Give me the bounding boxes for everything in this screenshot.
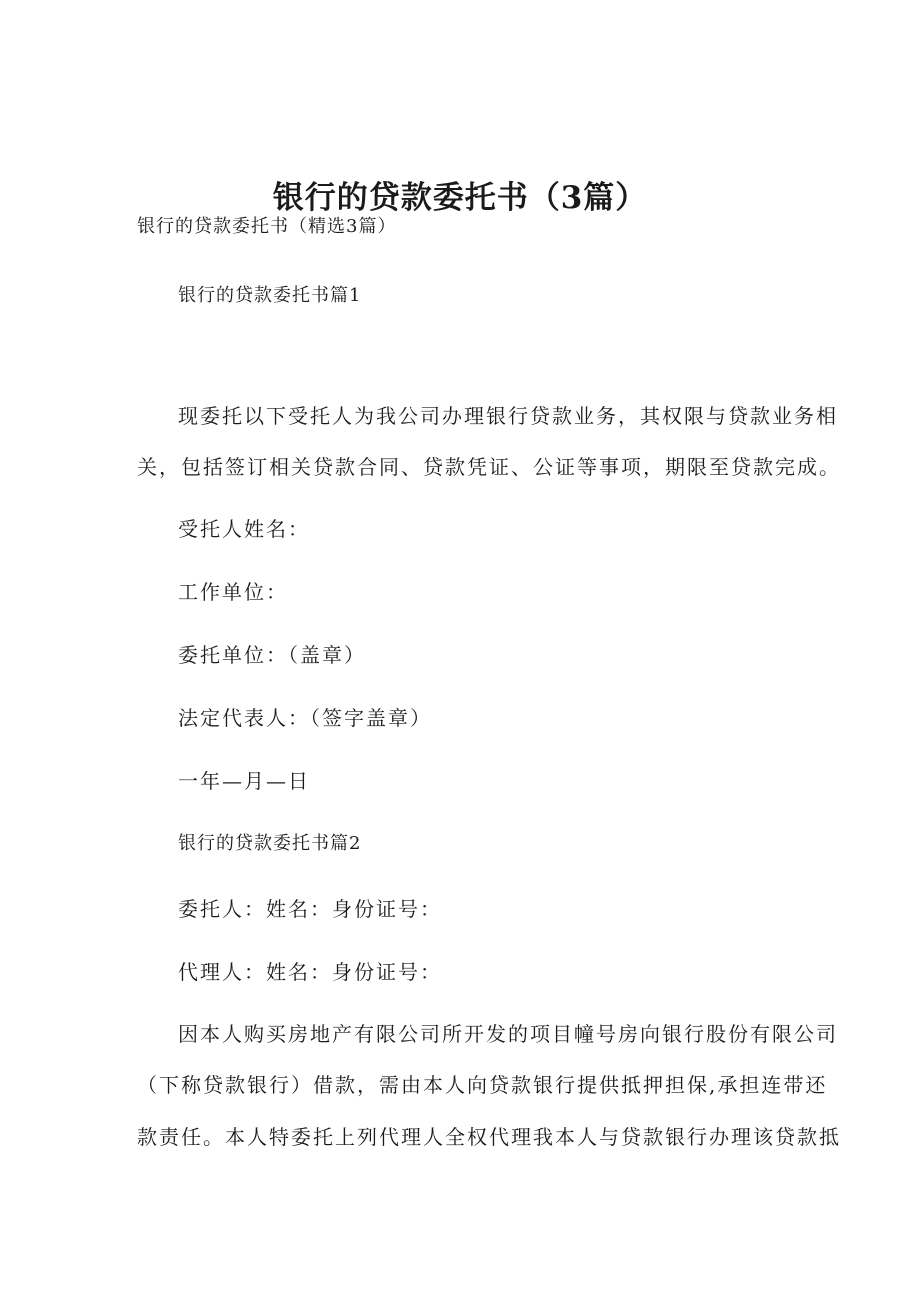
section2-paragraph-line: 款责任。本人特委托上列代理人全权代理我本人与贷款银行办理该贷款抵 [137, 1125, 841, 1149]
legal-representative-field: 法定代表人：（签字盖章） [178, 706, 432, 730]
date-field: 一年—月—日 [178, 769, 310, 793]
work-unit-field: 工作单位： [178, 580, 288, 604]
section1-heading: 银行的贷款委托书篇1 [178, 285, 362, 306]
agent-field: 代理人：姓名：身份证号： [178, 960, 442, 984]
entrusting-unit-field: 委托单位：（盖章） [178, 643, 366, 667]
section2-heading: 银行的贷款委托书篇2 [178, 833, 362, 854]
principal-field: 委托人：姓名：身份证号： [178, 897, 442, 921]
trustee-name-field: 受托人姓名： [178, 517, 310, 541]
section2-paragraph-line: （下称贷款银行）借款，需由本人向贷款银行提供抵押担保,承担连带还 [137, 1073, 828, 1097]
document-subtitle: 银行的贷款委托书（精选3篇） [137, 216, 397, 237]
section1-paragraph-line: 关，包括签订相关贷款合同、贷款凭证、公证等事项，期限至贷款完成。 [137, 455, 841, 479]
document-title: 银行的贷款委托书（3篇） [272, 179, 648, 216]
section2-paragraph-line: 因本人购买房地产有限公司所开发的项目幢号房向银行股份有限公司 [178, 1022, 838, 1046]
section1-paragraph-line: 现委托以下受托人为我公司办理银行贷款业务，其权限与贷款业务相 [178, 404, 838, 428]
